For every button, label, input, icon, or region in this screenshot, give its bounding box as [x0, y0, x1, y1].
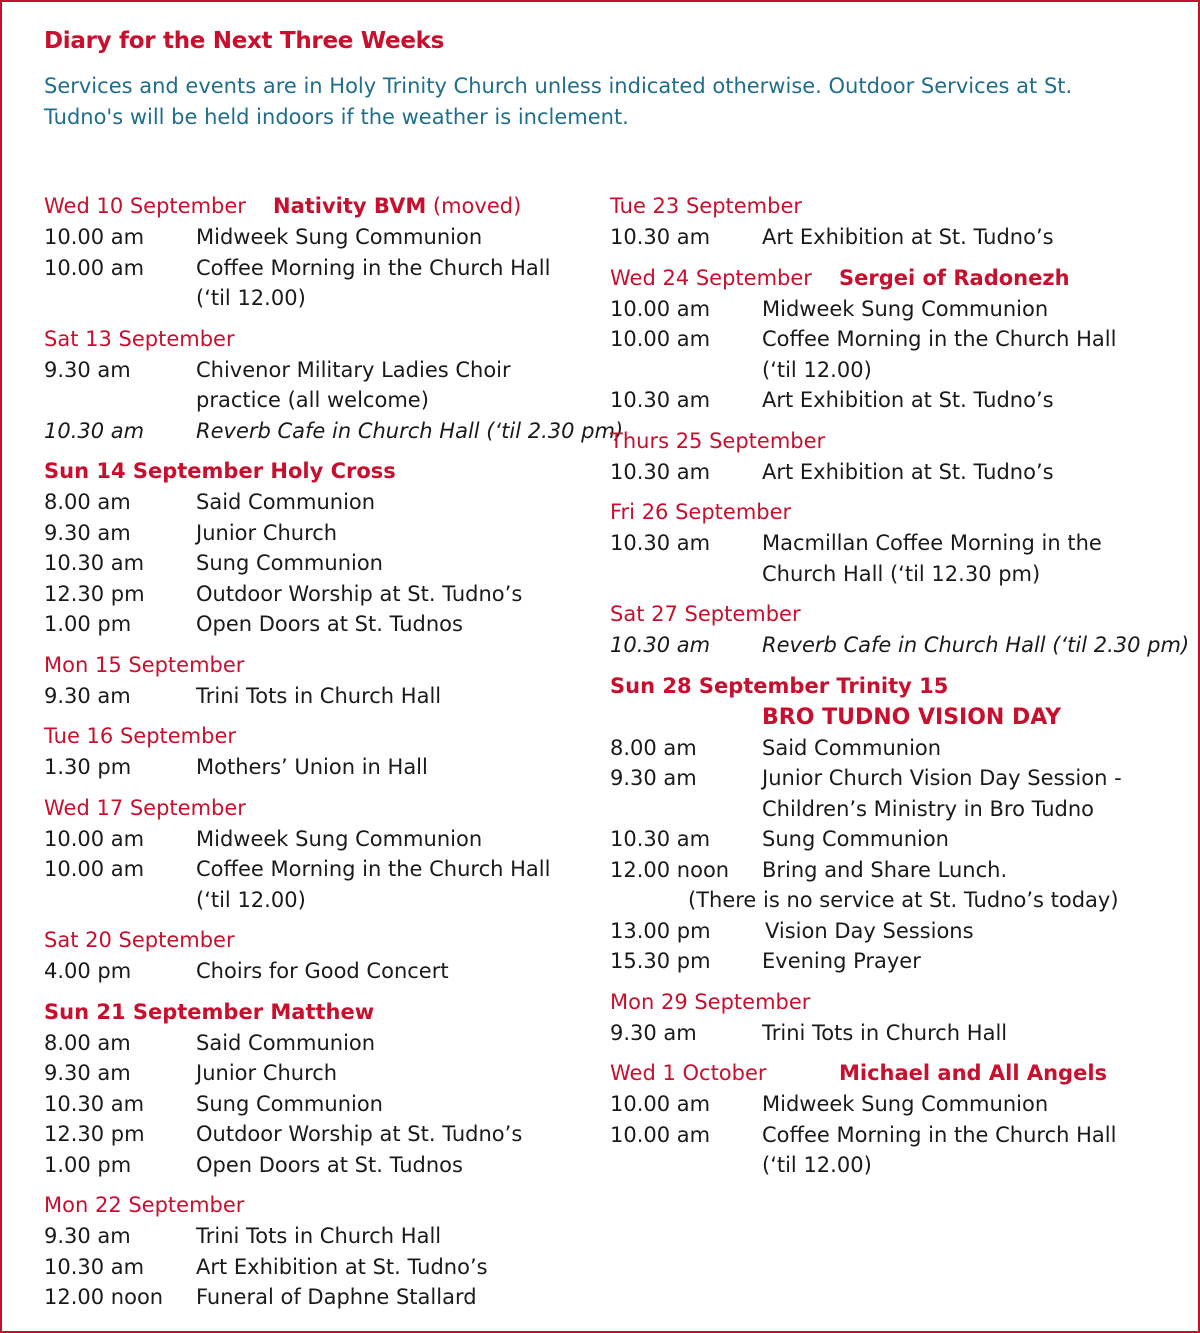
event-desc: Junior Church Vision Day Session - Children’s Ministry in Bro Tudno — [762, 766, 1122, 821]
event-row — [610, 385, 1190, 416]
event-time: 12.00 noon — [610, 857, 730, 882]
day-date: Wed 24 September — [610, 265, 812, 290]
day-date: Mon 15 September — [44, 652, 245, 677]
event-desc: Open Doors at St. Tudnos — [196, 612, 463, 636]
event-time: 8.00 am — [44, 490, 131, 514]
event-desc: Coffee Morning in the Church Hall (‘til 12.00) — [196, 255, 551, 310]
day-sun-14-sep — [44, 456, 594, 640]
event-row — [610, 763, 1190, 824]
day-tue-23-sep — [610, 191, 1190, 253]
day-date: Tue 16 September — [44, 724, 237, 748]
event-desc: Art Exhibition at St. Tudno’s — [762, 459, 1054, 484]
event-time: 10.30 am — [610, 225, 711, 249]
day-sat-27-sep — [610, 599, 1190, 661]
day-fri-26-sep — [610, 497, 1190, 589]
diary-title: Diary for the Next Three Weeks — [44, 28, 445, 54]
event-row — [610, 324, 1190, 385]
day-date: Wed 17 September — [44, 795, 246, 820]
event-desc: Sung Communion — [196, 1091, 383, 1116]
event-row — [44, 1252, 594, 1283]
event-time: 10.30 am — [44, 418, 145, 443]
event-time: 10.30 am — [610, 827, 711, 851]
event-time: 10.30 am — [610, 531, 711, 555]
event-desc: Trini Tots in Church Hall — [762, 1020, 1008, 1045]
day-date: Fri 26 September — [610, 500, 792, 524]
event-time: 10.30 am — [44, 551, 145, 575]
event-time: 10.30 am — [44, 1254, 145, 1279]
day-date: Wed 10 September — [44, 194, 246, 218]
event-row — [610, 824, 1190, 855]
event-row — [44, 609, 594, 640]
event-row — [610, 1018, 1190, 1049]
feast-name: Nativity BVM — [273, 194, 427, 218]
event-desc: Said Communion — [196, 1030, 376, 1055]
event-time: 10.00 am — [610, 327, 711, 351]
event-desc: Coffee Morning in the Church Hall (‘til 12.00) — [762, 1122, 1117, 1177]
event-time: 8.00 am — [44, 1030, 131, 1055]
event-desc: Evening Prayer — [762, 949, 921, 973]
event-row — [44, 1119, 594, 1150]
event-time: 10.00 am — [44, 255, 145, 280]
event-desc: Junior Church — [196, 1061, 338, 1085]
event-row — [44, 752, 594, 783]
event-time: 10.00 am — [44, 857, 145, 881]
event-time: 9.30 am — [610, 766, 697, 790]
event-time: 9.30 am — [44, 1224, 131, 1248]
event-desc: Midweek Sung Communion — [762, 1092, 1049, 1116]
event-desc: Vision Day Sessions — [765, 918, 974, 943]
event-row — [610, 855, 1190, 886]
event-time: 10.00 am — [44, 826, 145, 851]
event-row — [610, 733, 1190, 764]
event-time: 1.00 pm — [44, 1152, 132, 1177]
day-date: Sun 28 September Trinity 15 — [610, 673, 949, 698]
event-time: 10.30 am — [610, 388, 711, 412]
event-row — [44, 222, 594, 253]
event-desc: Junior Church — [196, 520, 338, 545]
event-row — [44, 824, 594, 855]
event-desc: Chivenor Military Ladies Choir practice (all welcome) — [196, 357, 511, 412]
day-date: Sun 21 September Matthew — [44, 999, 375, 1024]
event-row — [44, 681, 594, 712]
event-desc: Open Doors at St. Tudnos — [196, 1152, 463, 1177]
event-desc: Said Communion — [762, 735, 942, 760]
day-tue-16-sep — [44, 721, 594, 783]
day-thu-25-sep — [610, 426, 1190, 488]
event-desc: Trini Tots in Church Hall — [196, 683, 442, 708]
event-row — [610, 457, 1190, 488]
day-date: Thurs 25 September — [610, 428, 826, 453]
event-desc: Midweek Sung Communion — [196, 826, 483, 851]
event-desc: Art Exhibition at St. Tudno’s — [196, 1254, 488, 1279]
event-time: 10.00 am — [44, 225, 145, 249]
day-mon-29-sep — [610, 987, 1190, 1049]
event-desc: Coffee Morning in the Church Hall (‘til 12.00) — [196, 857, 551, 912]
event-row — [44, 1282, 594, 1313]
event-time: 10.00 am — [610, 1122, 711, 1147]
event-desc: Coffee Morning in the Church Hall (‘til 12.00) — [762, 327, 1117, 382]
event-row — [610, 222, 1190, 253]
event-desc: Said Communion — [196, 490, 376, 514]
day-wed-1-oct — [610, 1058, 1190, 1181]
event-desc: Sung Communion — [762, 827, 949, 851]
day-date: Sat 27 September — [610, 602, 801, 626]
event-time: 10.00 am — [610, 1092, 711, 1116]
event-desc: Midweek Sung Communion — [762, 296, 1049, 321]
day-date: Wed 1 October — [610, 1061, 767, 1085]
day-date: Tue 23 September — [610, 194, 803, 218]
day-mon-22-sep — [44, 1190, 594, 1313]
day-sun-21-sep — [44, 997, 594, 1181]
event-time: 9.30 am — [44, 1061, 131, 1085]
event-time: 1.30 pm — [44, 755, 132, 779]
event-time: 8.00 am — [610, 735, 697, 760]
event-row — [44, 1150, 594, 1181]
day-sat-20-sep — [44, 925, 594, 987]
event-row — [44, 579, 594, 610]
event-row — [44, 1221, 594, 1252]
event-row — [44, 548, 594, 579]
event-desc: Mothers’ Union in Hall — [196, 755, 428, 779]
left-column — [44, 191, 624, 1323]
event-time: 4.00 pm — [44, 959, 132, 983]
event-row — [610, 916, 1190, 947]
event-desc: Reverb Cafe in Church Hall (‘til 2.30 pm) — [196, 418, 624, 443]
day-sat-13-sep — [44, 324, 624, 447]
feast-note: (moved) — [426, 194, 522, 218]
event-desc: Bring and Share Lunch. — [762, 857, 1008, 882]
event-desc: Art Exhibition at St. Tudno’s — [762, 388, 1054, 412]
event-time: 9.30 am — [44, 683, 131, 708]
event-row — [44, 487, 594, 518]
event-row — [44, 1089, 594, 1120]
event-desc: Reverb Cafe in Church Hall (‘til 2.30 pm) — [762, 633, 1190, 657]
right-column — [610, 191, 1190, 1191]
day-date: Sun 14 September Holy Cross — [44, 459, 396, 483]
day-wed-17-sep — [44, 793, 594, 916]
event-row — [610, 1120, 1190, 1181]
day-wed-24-sep — [610, 263, 1190, 416]
event-time: 1.00 pm — [44, 612, 132, 636]
event-desc: Macmillan Coffee Morning in the Church Hall (‘til 12.30 pm) — [762, 531, 1102, 586]
event-desc: Funeral of Daphne Stallard — [196, 1285, 477, 1309]
feast-name: Michael and All Angels — [839, 1061, 1108, 1085]
event-time: 12.30 pm — [44, 581, 145, 606]
day-date: Sat 20 September — [44, 928, 235, 952]
event-desc: Midweek Sung Communion — [196, 225, 483, 249]
event-row — [44, 253, 594, 314]
event-row — [610, 528, 1190, 589]
event-time: 10.30 am — [610, 459, 711, 484]
event-row — [44, 355, 594, 416]
event-time: 10.00 am — [610, 296, 711, 321]
event-time: 13.00 pm — [610, 918, 711, 943]
intro-text: Services and events are in Holy Trinity Church unless indicated otherwise. Outdoor Services at St. Tudno's will be held indoors if the weather is inclement. — [44, 74, 1073, 129]
event-row — [44, 518, 594, 549]
event-time: 12.00 noon — [44, 1285, 164, 1309]
day-date: Mon 22 September — [44, 1193, 245, 1217]
day-sun-28-sep — [610, 671, 1190, 977]
event-desc: Art Exhibition at St. Tudno’s — [762, 225, 1054, 249]
event-time: 15.30 pm — [610, 949, 711, 973]
event-row — [610, 630, 1190, 661]
event-time: 9.30 am — [44, 520, 131, 545]
event-row — [44, 1058, 594, 1089]
event-desc: Sung Communion — [196, 551, 383, 575]
event-row — [610, 946, 1190, 977]
event-time: 10.30 am — [610, 633, 711, 657]
event-row — [44, 854, 594, 915]
event-row — [44, 956, 594, 987]
event-desc: Outdoor Worship at St. Tudno’s — [196, 1122, 523, 1146]
feast-name: Sergei of Radonezh — [839, 265, 1070, 290]
event-row — [610, 294, 1190, 325]
day-wed-10-sep — [44, 191, 594, 314]
event-desc: Trini Tots in Church Hall — [196, 1224, 442, 1248]
event-time: 10.30 am — [44, 1091, 145, 1116]
event-desc: Choirs for Good Concert — [196, 959, 449, 983]
vision-day-heading: BRO TUDNO VISION DAY — [762, 704, 1062, 730]
day-date: Mon 29 September — [610, 989, 811, 1014]
event-row — [44, 416, 624, 447]
event-time: 9.30 am — [610, 1020, 697, 1045]
event-row — [610, 1089, 1190, 1120]
day-mon-15-sep — [44, 650, 594, 712]
event-desc: Outdoor Worship at St. Tudno’s — [196, 581, 523, 606]
day-date: Sat 13 September — [44, 326, 235, 351]
service-note: (There is no service at St. Tudno’s today) — [688, 888, 1119, 912]
event-time: 9.30 am — [44, 357, 131, 382]
event-time: 12.30 pm — [44, 1122, 145, 1146]
event-row — [44, 1028, 594, 1059]
